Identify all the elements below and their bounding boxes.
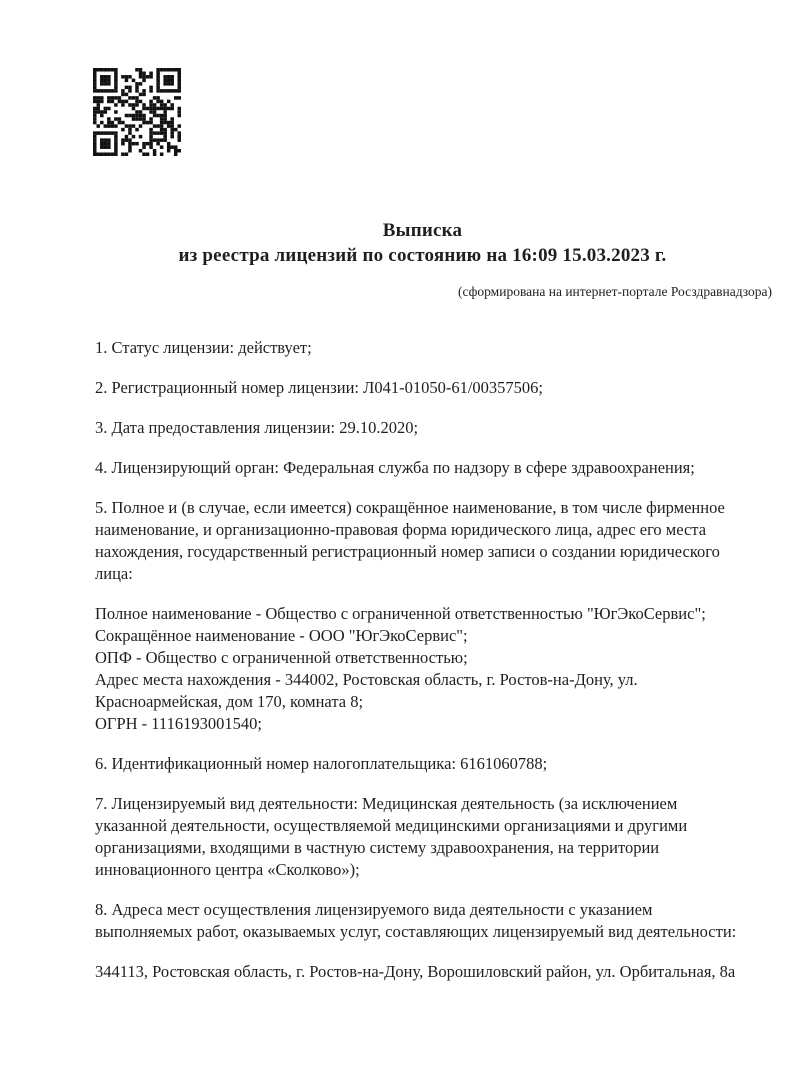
item-taxpayer-number: 6. Идентификационный номер налогоплательщика: 6161060788; (95, 754, 548, 773)
document-title (95, 218, 750, 268)
item-licensed-activity: 7. Лицензируемый вид деятельности: Медицинская деятельность (за исключением указанной деятельности, осуществляемой медицинскими организациями и другими организациями, входящими в частную систему здравоохранения, на территории инновационного центра «Сколково»); (95, 794, 688, 879)
document-subtitle: (сформирована на интернет-портале Росздравнадзора) (457, 284, 772, 299)
item-org-name-heading: 5. Полное и (в случае, если имеется) сокращённое наименование, в том числе фирменное наименование, и организационно-правовая форма юридического лица, адрес его места нахождения, государственный регистрационный номер записи о создании юридического лица: (95, 498, 725, 583)
title-line-2: из реестра лицензий по состоянию на 16:09 15.03.2023 г. (178, 245, 667, 266)
org-address: Адрес места нахождения - 344002, Ростовская область, г. Ростов-на-Дону, ул. Красноармейская, дом 170, комната 8; (95, 670, 638, 711)
item-licensing-authority: 4. Лицензирующий орган: Федеральная служба по надзору в сфере здравоохранения; (95, 458, 695, 477)
org-short-name: Сокращённое наименование - ООО "ЮгЭкоСервис"; (95, 626, 468, 645)
item-registration-number: 2. Регистрационный номер лицензии: Л041-01050-61/00357506; (95, 378, 543, 397)
qr-code-image (93, 68, 181, 156)
title-line-1: Выписка (382, 220, 463, 241)
activity-address-line: 344113, Ростовская область, г. Ростов-на-Дону, Ворошиловский район, ул. Орбитальная, 8а (95, 962, 736, 981)
qr-code (93, 68, 181, 156)
organization-details (95, 603, 750, 735)
item-grant-date: 3. Дата предоставления лицензии: 29.10.2020; (95, 418, 419, 437)
org-legal-form: ОПФ - Общество с ограниченной ответственностью; (95, 648, 468, 667)
item-license-status: 1. Статус лицензии: действует; (95, 338, 312, 357)
org-full-name: Полное наименование - Общество с ограниченной ответственностью "ЮгЭкоСервис"; (95, 604, 706, 623)
org-ogrn: ОГРН - 1116193001540; (95, 714, 262, 733)
item-activity-addresses-heading: 8. Адреса мест осуществления лицензируемого вида деятельности с указанием выполняемых работ, оказываемых услуг, составляющих лицензируемый вид деятельности: (95, 900, 737, 941)
document-body (95, 337, 750, 983)
